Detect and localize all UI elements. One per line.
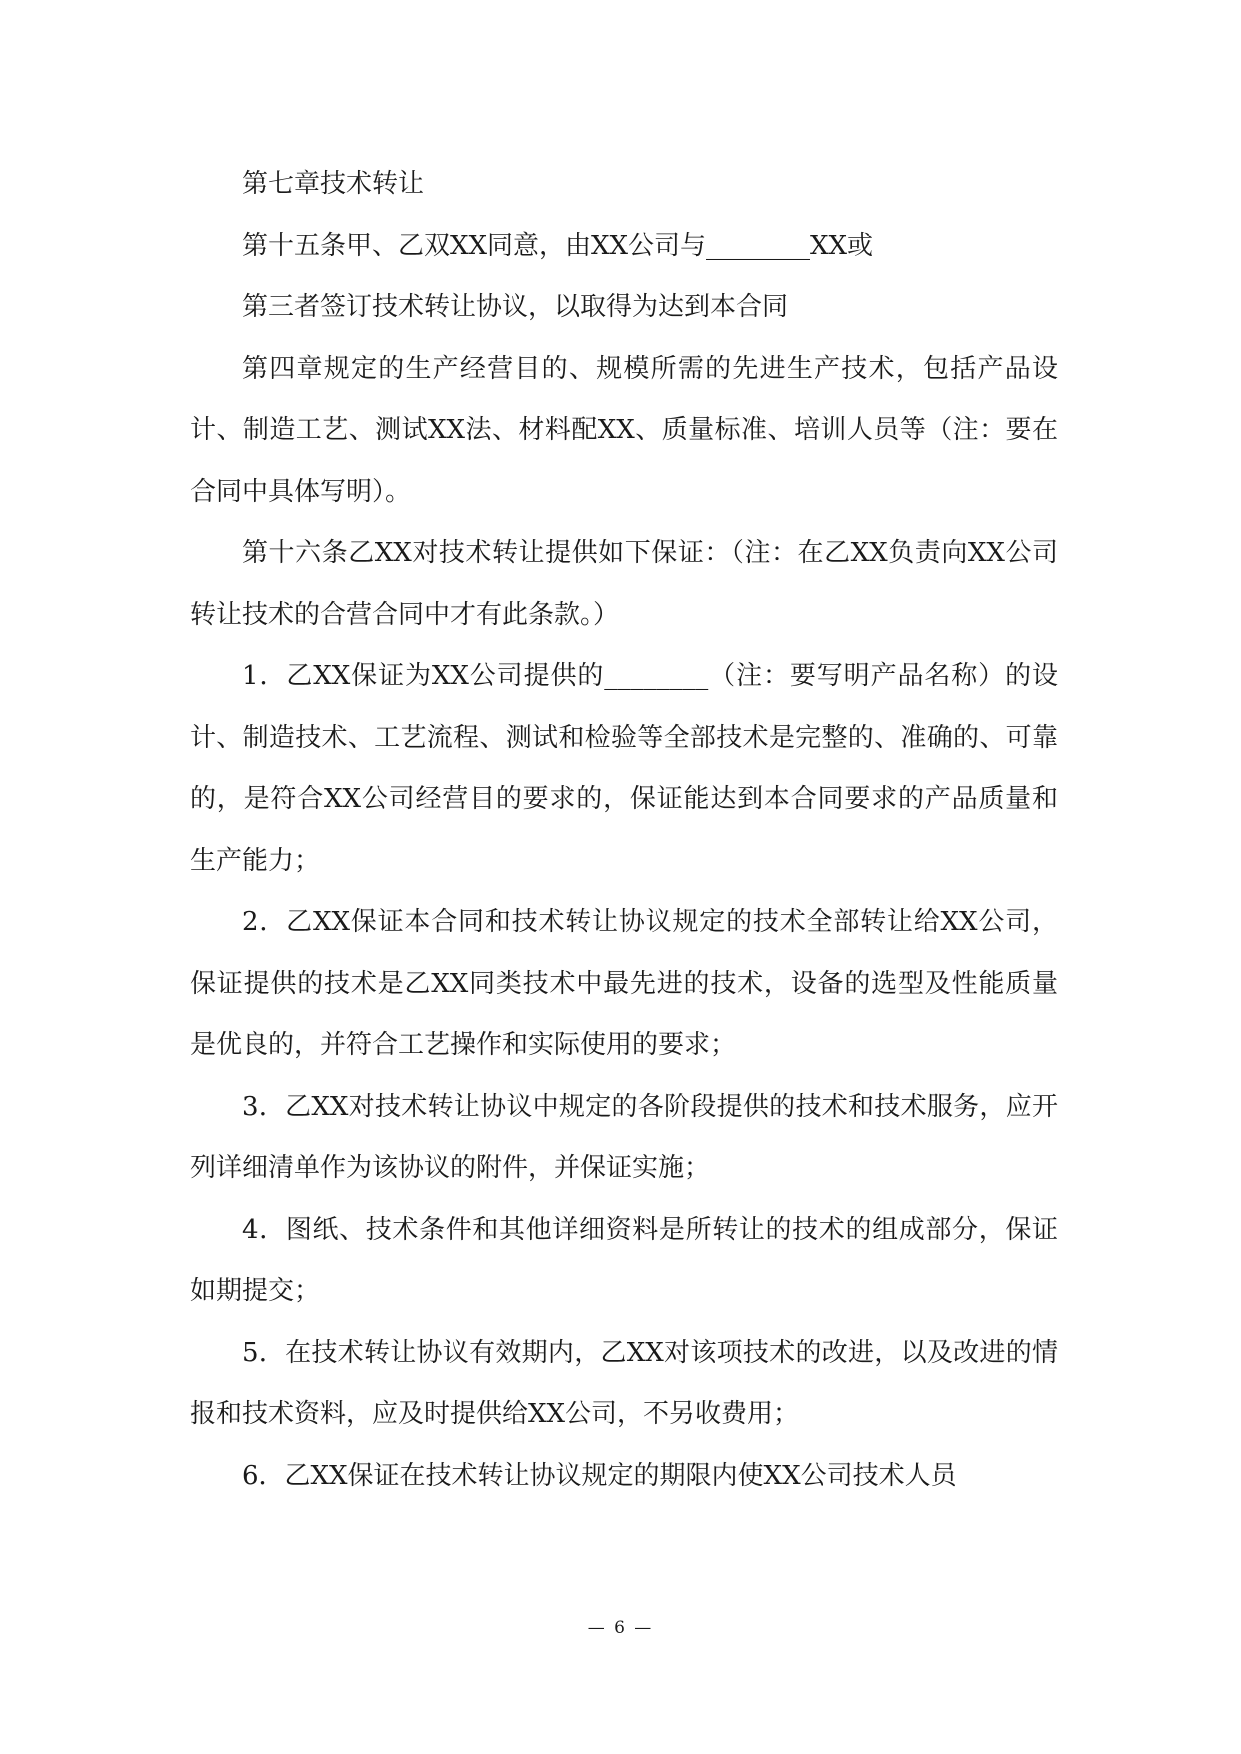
clause-1: 1．乙XX保证为XX公司提供的________（注：要写明产品名称）的设计、制造技术、工艺流程、测试和检验等全部技术是完整的、准确的、可靠的，是符合XX公司经营目的要求的，保证能达到本合同要求的产品质量和生产能力； xyxy=(190,661,1058,876)
article-16-intro: 第十六条乙XX对技术转让提供如下保证：（注：在乙XX负责向XX公司转让技术的合营合同中才有此条款。） xyxy=(190,538,1058,630)
clause-2: 2．乙XX保证本合同和技术转让协议规定的技术全部转让给XX公司，保证提供的技术是乙XX同类技术中最先进的技术，设备的选型及性能质量是优良的，并符合工艺操作和实际使用的要求； xyxy=(190,907,1058,1060)
chapter-heading: 第七章技术转让 xyxy=(242,169,425,199)
clause-4: 4．图纸、技术条件和其他详细资料是所转让的技术的组成部分，保证如期提交； xyxy=(190,1214,1058,1306)
article-15-line-2: 第三者签订技术转让协议，以取得为达到本合同 xyxy=(242,292,789,322)
article-15-line-1: 第十五条甲、乙双XX同意，由XX公司与________XX或 xyxy=(242,230,874,261)
clause-5: 5．在技术转让协议有效期内，乙XX对该项技术的改进，以及改进的情报和技术资料，应及时提供给XX公司，不另收费用； xyxy=(190,1337,1058,1429)
page-number: — 6 — xyxy=(587,1618,654,1638)
clause-6: 6．乙XX保证在技术转让协议规定的期限内使XX公司技术人员 xyxy=(242,1460,957,1491)
clause-3: 3．乙XX对技术转让协议中规定的各阶段提供的技术和技术服务，应开列详细清单作为该协议的附件，并保证实施； xyxy=(190,1091,1058,1183)
document-body xyxy=(190,154,1058,1507)
article-15-body: 第四章规定的生产经营目的、规模所需的先进生产技术，包括产品设计、制造工艺、测试XX法、材料配XX、质量标准、培训人员等（注：要在合同中具体写明）。 xyxy=(190,353,1058,507)
